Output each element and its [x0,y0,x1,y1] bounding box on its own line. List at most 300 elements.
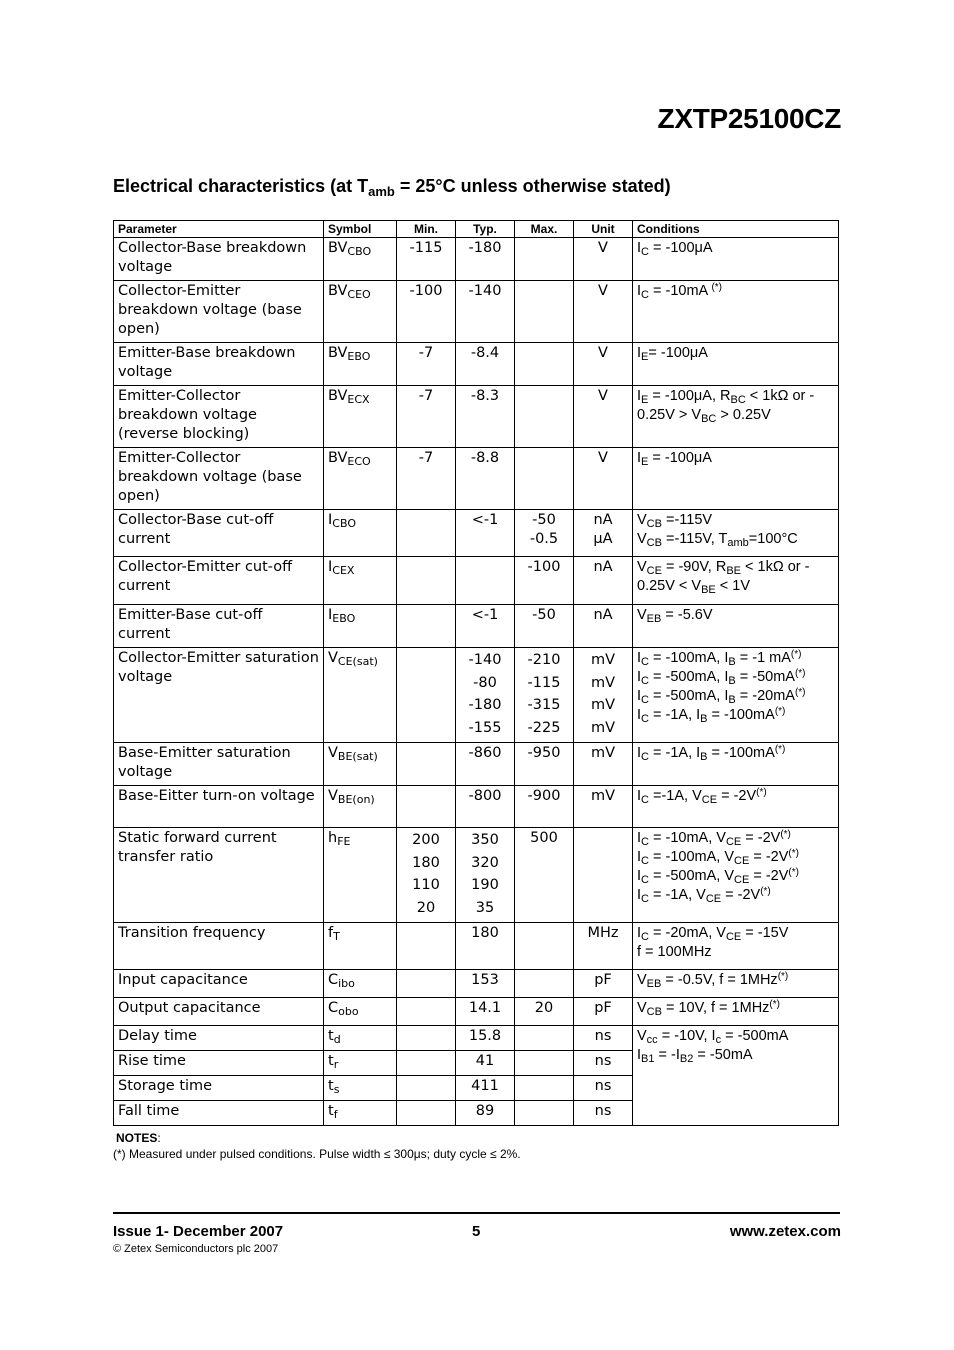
table-row [114,1026,839,1051]
condition-text: V [637,607,647,623]
cell-unit [574,448,633,510]
condition-text: I [637,283,642,299]
condition-text: = -500mA, I [648,688,729,704]
cell-typ [456,1076,515,1101]
condition-sub: CB [646,1006,662,1018]
condition-text: I [637,925,642,941]
parameter-name: Base-Eitter turn-on voltage [118,788,315,804]
cell-parameter [114,828,324,923]
condition-sub: BE [726,565,741,577]
cell-unit [574,605,633,648]
condition-text: I [637,450,642,466]
cell-parameter [114,557,324,605]
cell-unit [574,786,633,828]
condition-sub: E [641,351,649,363]
condition-text: I [637,887,642,903]
cell-symbol [324,448,397,510]
condition-sub: B [700,713,708,725]
condition-text: =-115V [661,512,713,528]
parameter-name: Collector-Emitter breakdown voltage (base open) [118,283,302,337]
footer-copyright: © Zetex Semiconductors plc 2007 [113,1243,279,1255]
cell-symbol [324,1101,397,1126]
cell-symbol [324,510,397,557]
cell-min [397,998,456,1026]
condition-line [637,668,834,687]
condition-sub: BC [730,394,746,406]
parameter-name: Input capacitance [118,972,248,988]
condition-line [637,577,834,596]
symbol-base: f [328,925,334,941]
cell-typ-value: 41 [475,1053,495,1069]
symbol-base: I [328,512,333,528]
col-header-max: Max. [515,221,574,238]
cell-conditions [633,786,839,828]
condition-sub: C [641,246,649,258]
cell-unit-line: mV [590,652,616,668]
condition-sub: C [641,794,649,806]
table-row [114,510,839,557]
parameter-name: Rise time [118,1053,186,1069]
symbol-base: C [328,1000,339,1016]
section-title: Electrical characteristics (at $T_{amb} = 25^\circ C$ unless otherwise stated) [113,176,671,199]
footer-website: www.zetex.com [729,1223,841,1240]
symbol-base: BV [328,388,348,404]
symbol-subscript: CBO [347,245,372,258]
condition-text: I [637,868,642,884]
cell-typ [456,281,515,343]
condition-sub: C [641,836,649,848]
condition-text: = -50mA [693,1047,753,1063]
cell-max [515,238,574,281]
symbol-subscript: T [333,930,340,943]
table-row [114,386,839,448]
condition-line [637,239,834,258]
cell-min-value: -100 [409,283,443,299]
part-number: ZXTP25100CZ [657,103,841,134]
cell-unit-line: mV [590,719,616,736]
cell-min-value: -7 [418,388,434,404]
cell-typ-line: -155 [468,719,502,736]
cell-typ [456,648,515,743]
cell-max-line: -0.5 [529,531,559,547]
condition-line [637,924,834,943]
condition-sub: EB [646,613,662,625]
cell-unit-value: V [598,345,608,361]
table-row [114,343,839,386]
condition-sub: C [641,893,649,905]
cell-parameter [114,1051,324,1076]
cell-typ-value: -180 [468,240,502,256]
condition-text: V [637,1000,647,1016]
condition-line [637,649,834,668]
col-header-conditions: Conditions [633,221,839,238]
symbol-subscript: ECX [347,393,370,406]
condition-sub: B [700,751,708,763]
condition-sub: E [641,456,649,468]
cell-conditions-switching [633,1026,839,1126]
cell-typ [456,557,515,605]
condition-text: =-115V, T [661,531,728,547]
cell-symbol [324,786,397,828]
cell-typ-value: <-1 [471,607,499,623]
cell-unit [574,743,633,786]
cell-unit [574,648,633,743]
symbol-base: t [328,1103,334,1119]
condition-line [637,530,834,549]
condition-text: = -20mA, V [648,925,726,941]
cell-max [515,970,574,998]
condition-text: < 1kΩ or - [741,559,810,575]
condition-text: = -15V [741,925,789,941]
cell-max-line: -225 [527,719,561,736]
cell-unit-value: nA [593,607,613,623]
condition-sub: C [641,931,649,943]
condition-text: = -100μA [648,240,713,256]
condition-text: =-1A, V [648,788,702,804]
cell-typ [456,448,515,510]
cell-conditions [633,998,839,1026]
condition-text: < 1V [715,578,751,594]
condition-text: I [637,688,642,704]
cell-unit-line: mV [590,697,616,713]
cell-min [397,448,456,510]
col-header-unit: Unit [574,221,633,238]
condition-line [637,1027,834,1046]
cell-typ [456,510,515,557]
condition-sup: (*) [711,282,723,293]
cell-unit [574,1076,633,1101]
cell-min [397,1076,456,1101]
condition-sub: CE [701,794,718,806]
symbol-subscript: CEO [347,288,371,301]
cell-conditions [633,828,839,923]
condition-sup: (*) [760,886,771,897]
cell-max [515,998,574,1026]
parameter-name: Storage time [118,1078,213,1094]
cell-parameter [114,238,324,281]
electrical-characteristics-table [113,220,839,1126]
condition-text: = -2V [749,849,789,865]
condition-text: I [637,345,642,361]
condition-text: = -0.5V, f = 1MHz [661,972,778,988]
condition-sub: C [641,855,649,867]
condition-text: I [637,669,642,685]
cell-typ-value: 14.1 [468,1000,502,1016]
parameter-name: Fall time [118,1103,180,1119]
condition-sub: C [641,675,649,687]
condition-sub: CE [646,565,662,577]
cell-symbol [324,998,397,1026]
condition-text: = -1 mA [735,650,791,666]
cell-symbol [324,1076,397,1101]
cell-symbol [324,557,397,605]
condition-sup: (*) [788,848,799,859]
cell-min [397,1101,456,1126]
condition-text: I [637,240,642,256]
condition-sub: B2 [679,1053,694,1065]
cell-max [515,605,574,648]
condition-sub: EB [646,978,662,990]
cell-max [515,923,574,970]
symbol-subscript: EBO [347,350,371,363]
condition-sup: (*) [790,649,802,660]
cell-symbol [324,648,397,743]
cell-parameter [114,448,324,510]
condition-text: V [637,1028,647,1044]
symbol-base: V [328,650,338,666]
cell-unit-value: V [598,388,608,404]
notes [113,1130,521,1162]
cell-max [515,386,574,448]
cell-unit-value: MHz [587,925,619,941]
condition-text: = -100mA, V [648,849,735,865]
table-row [114,970,839,998]
condition-sub: c [715,1034,722,1046]
cell-max [515,648,574,743]
parameter-name: Collector-Base breakdown voltage [118,240,307,275]
cell-min [397,970,456,998]
cell-max-line: -50 [532,512,556,528]
cell-max [515,1101,574,1126]
condition-line [637,1046,834,1065]
condition-text: = -100μA [648,450,712,466]
condition-text: = -90V, R [661,559,727,575]
cell-typ-line: 190 [471,877,499,893]
condition-sub: BE [701,584,716,596]
cell-conditions [633,923,839,970]
cell-unit [574,970,633,998]
condition-sub: C [641,751,649,763]
cell-typ-value: -140 [468,283,502,299]
symbol-base: BV [328,240,348,256]
cell-typ-line: 350 [471,832,499,848]
cell-symbol [324,605,397,648]
table-row [114,605,839,648]
symbol-base: BV [328,283,348,299]
cell-max [515,557,574,605]
cell-min-value: -7 [418,345,434,361]
condition-sub: CB [646,537,662,549]
condition-text: I [637,849,642,865]
cell-symbol [324,1026,397,1051]
condition-text: = -10V, I [657,1028,716,1044]
cell-max [515,343,574,386]
cell-min-line: 20 [416,899,436,916]
table-header-row [114,221,839,238]
cell-conditions [633,238,839,281]
cell-min [397,605,456,648]
cell-typ-value: -8.3 [470,388,500,404]
cell-parameter [114,786,324,828]
condition-text: I [637,830,642,846]
condition-sub: cc [646,1034,658,1046]
cell-unit [574,998,633,1026]
cell-min [397,343,456,386]
cell-parameter [114,648,324,743]
symbol-subscript: CEX [332,564,355,577]
table-row [114,448,839,510]
cell-typ [456,923,515,970]
condition-sub: CB [646,518,662,530]
cell-typ-value: 15.8 [468,1028,502,1044]
footer-page-number: 5 [472,1223,481,1240]
cell-max-value: -50 [532,607,556,623]
cell-parameter [114,1101,324,1126]
cell-symbol [324,238,397,281]
cell-parameter [114,1026,324,1051]
condition-line [637,606,834,625]
condition-line [637,886,834,905]
symbol-base: I [328,607,333,623]
cell-unit-line: nA [593,512,613,528]
cell-max-value: -900 [527,788,561,804]
condition-sub: B [728,694,736,706]
condition-line [637,282,834,301]
table-row [114,998,839,1026]
condition-text: = -5.6V [661,607,713,623]
condition-text: = -500mA, I [648,669,729,685]
cell-max-value: 500 [530,830,558,846]
cell-unit-value: mV [590,788,616,804]
symbol-base: h [328,830,338,846]
condition-sub: CE [725,931,742,943]
condition-text: = -100μA [648,345,708,361]
cell-min [397,828,456,923]
cell-max [515,510,574,557]
col-header-parameter: Parameter [114,221,324,238]
cell-parameter [114,1076,324,1101]
symbol-subscript: FE [337,835,351,848]
cell-min [397,1051,456,1076]
condition-line [637,344,834,363]
condition-sup: (*) [769,999,780,1010]
cell-min [397,786,456,828]
cell-parameter [114,605,324,648]
cell-min-line: 110 [412,877,440,893]
cell-symbol [324,343,397,386]
cell-conditions [633,448,839,510]
cell-typ [456,786,515,828]
cell-unit [574,281,633,343]
symbol-base: t [328,1028,334,1044]
condition-sub: B [728,656,736,668]
cell-min [397,923,456,970]
condition-text: I [637,707,642,723]
symbol-subscript: BE(on) [337,793,375,806]
parameter-name: Delay time [118,1028,197,1044]
condition-line [637,687,834,706]
condition-text: > 0.25V [716,407,771,423]
condition-sup: (*) [794,687,806,698]
condition-line [637,511,834,530]
condition-text: V [637,972,647,988]
cell-typ [456,1101,515,1126]
condition-text: 0.25V > V [637,407,702,423]
cell-typ-value: <-1 [471,512,499,528]
condition-text: = -1A, I [648,745,701,761]
cell-min [397,1026,456,1051]
cell-max [515,786,574,828]
cell-unit-value: V [598,283,608,299]
cell-unit-value: mV [590,745,616,761]
cell-unit-value: pF [594,972,612,988]
condition-text: = -500mA, V [648,868,735,884]
condition-line [637,787,834,806]
cell-unit-value: ns [594,1028,612,1044]
notes-text: (*) Measured under pulsed conditions. Pulse width ≤ 300μs; duty cycle ≤ 2%. [113,1147,521,1161]
condition-text: I [637,745,642,761]
cell-conditions [633,970,839,998]
cell-min-line: 180 [412,854,440,871]
condition-text: = -2V [721,887,761,903]
condition-sup: (*) [774,706,786,717]
condition-text: = -10mA [648,283,712,299]
condition-text: = -1A, I [648,707,701,723]
condition-text: = 10V, f = 1MHz [661,1000,770,1016]
cell-max [515,1026,574,1051]
table-row [114,923,839,970]
condition-sub: C [641,694,649,706]
cell-unit-line: μA [593,531,613,547]
symbol-subscript: s [333,1083,340,1096]
cell-typ [456,386,515,448]
symbol-subscript: CE(sat) [337,655,378,668]
cell-parameter [114,386,324,448]
condition-text: = -10mA, V [648,830,726,846]
symbol-base: BV [328,345,348,361]
cell-max [515,828,574,923]
parameter-name: Collector-Base cut-off current [118,512,274,547]
condition-line [637,867,834,886]
cell-min-line: 200 [412,832,440,848]
cell-unit [574,343,633,386]
cell-conditions [633,648,839,743]
symbol-base: C [328,972,339,988]
table-row [114,648,839,743]
cell-unit-value: ns [594,1053,612,1069]
condition-text: I [637,650,642,666]
condition-line [637,449,834,468]
condition-line [637,558,834,577]
parameter-name: Output capacitance [118,1000,261,1016]
cell-parameter [114,743,324,786]
cell-parameter [114,281,324,343]
cell-min [397,386,456,448]
parameter-name: Transition frequency [118,925,266,941]
condition-text: V [637,559,647,575]
condition-text: = -100mA [707,745,775,761]
cell-typ [456,743,515,786]
cell-typ [456,1051,515,1076]
notes-heading: NOTES: [116,1131,161,1145]
condition-line [637,744,834,763]
symbol-subscript: ibo [338,977,355,990]
condition-text: = -100μA, R [648,388,731,404]
cell-unit [574,238,633,281]
table-row [114,238,839,281]
table-row [114,743,839,786]
cell-symbol [324,743,397,786]
cell-symbol [324,828,397,923]
cell-typ-line: -140 [468,652,502,668]
cell-conditions [633,386,839,448]
cell-unit-value: V [598,240,608,256]
cell-parameter [114,923,324,970]
symbol-base: t [328,1053,334,1069]
cell-symbol [324,923,397,970]
symbol-subscript: r [333,1058,339,1071]
condition-sup: (*) [794,668,806,679]
